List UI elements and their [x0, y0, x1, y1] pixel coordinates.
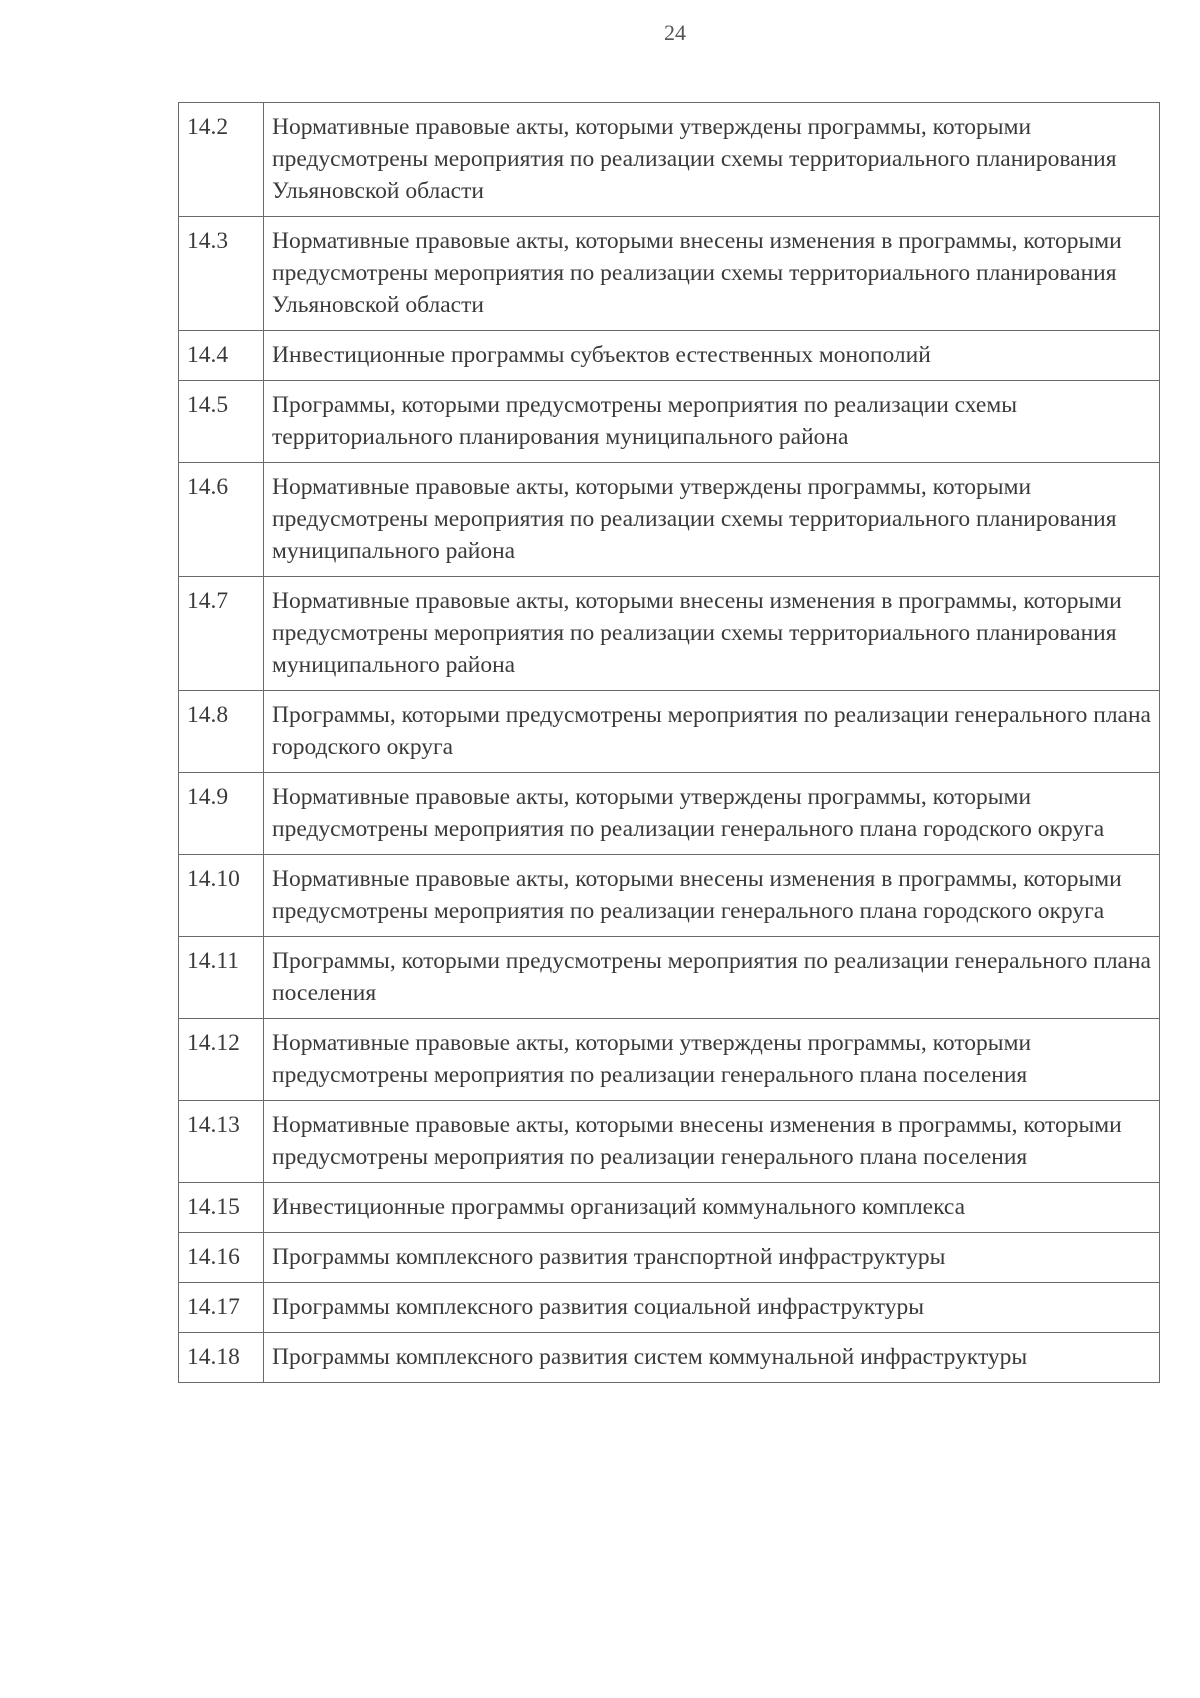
table-row — [179, 577, 1160, 691]
document-table-body — [179, 103, 1160, 1383]
row-text: Нормативные правовые акты, которыми внесены изменения в программы, которыми предусмотрены мероприятия по реализации схемы территориального планирования Ульяновской области — [264, 217, 1160, 331]
row-text: Программы, которыми предусмотрены мероприятия по реализации генерального плана городского округа — [264, 691, 1160, 773]
row-number: 14.2 — [179, 103, 264, 217]
row-number: 14.12 — [179, 1019, 264, 1101]
row-text: Нормативные правовые акты, которыми утверждены программы, которыми предусмотрены мероприятия по реализации схемы территориального планирования муниципального района — [264, 463, 1160, 577]
table-row — [179, 1233, 1160, 1283]
row-text: Инвестиционные программы субъектов естественных монополий — [264, 331, 1160, 381]
row-number: 14.8 — [179, 691, 264, 773]
row-text: Нормативные правовые акты, которыми утверждены программы, которыми предусмотрены мероприятия по реализации генерального плана поселения — [264, 1019, 1160, 1101]
document-table — [178, 102, 1160, 1383]
row-number: 14.3 — [179, 217, 264, 331]
row-text: Нормативные правовые акты, которыми утверждены программы, которыми предусмотрены мероприятия по реализации схемы территориального планирования Ульяновской области — [264, 103, 1160, 217]
row-number: 14.9 — [179, 773, 264, 855]
table-row — [179, 1183, 1160, 1233]
table-row — [179, 381, 1160, 463]
row-text: Программы комплексного развития систем коммунальной инфраструктуры — [264, 1333, 1160, 1383]
table-row — [179, 1333, 1160, 1383]
table-row — [179, 103, 1160, 217]
row-number: 14.6 — [179, 463, 264, 577]
table-row — [179, 331, 1160, 381]
table-row — [179, 1101, 1160, 1183]
row-number: 14.11 — [179, 937, 264, 1019]
row-number: 14.5 — [179, 381, 264, 463]
row-text: Нормативные правовые акты, которыми внесены изменения в программы, которыми предусмотрены мероприятия по реализации схемы территориального планирования муниципального района — [264, 577, 1160, 691]
row-text: Программы, которыми предусмотрены мероприятия по реализации генерального плана поселения — [264, 937, 1160, 1019]
row-text: Нормативные правовые акты, которыми утверждены программы, которыми предусмотрены мероприятия по реализации генерального плана городского округа — [264, 773, 1160, 855]
row-number: 14.15 — [179, 1183, 264, 1233]
row-number: 14.10 — [179, 855, 264, 937]
table-row — [179, 1283, 1160, 1333]
row-text: Нормативные правовые акты, которыми внесены изменения в программы, которыми предусмотрены мероприятия по реализации генерального плана поселения — [264, 1101, 1160, 1183]
row-text: Инвестиционные программы организаций коммунального комплекса — [264, 1183, 1160, 1233]
table-row — [179, 463, 1160, 577]
row-number: 14.7 — [179, 577, 264, 691]
table-row — [179, 937, 1160, 1019]
table-row — [179, 773, 1160, 855]
table-row — [179, 691, 1160, 773]
table-row — [179, 1019, 1160, 1101]
row-number: 14.17 — [179, 1283, 264, 1333]
row-text: Программы комплексного развития транспортной инфраструктуры — [264, 1233, 1160, 1283]
table-row — [179, 855, 1160, 937]
row-text: Программы, которыми предусмотрены мероприятия по реализации схемы территориального планирования муниципального района — [264, 381, 1160, 463]
page-number: 24 — [664, 20, 686, 45]
row-text: Программы комплексного развития социальной инфраструктуры — [264, 1283, 1160, 1333]
row-number: 14.16 — [179, 1233, 264, 1283]
row-number: 14.18 — [179, 1333, 264, 1383]
row-number: 14.13 — [179, 1101, 264, 1183]
row-number: 14.4 — [179, 331, 264, 381]
row-text: Нормативные правовые акты, которыми внесены изменения в программы, которыми предусмотрены мероприятия по реализации генерального плана городского округа — [264, 855, 1160, 937]
table-row — [179, 217, 1160, 331]
